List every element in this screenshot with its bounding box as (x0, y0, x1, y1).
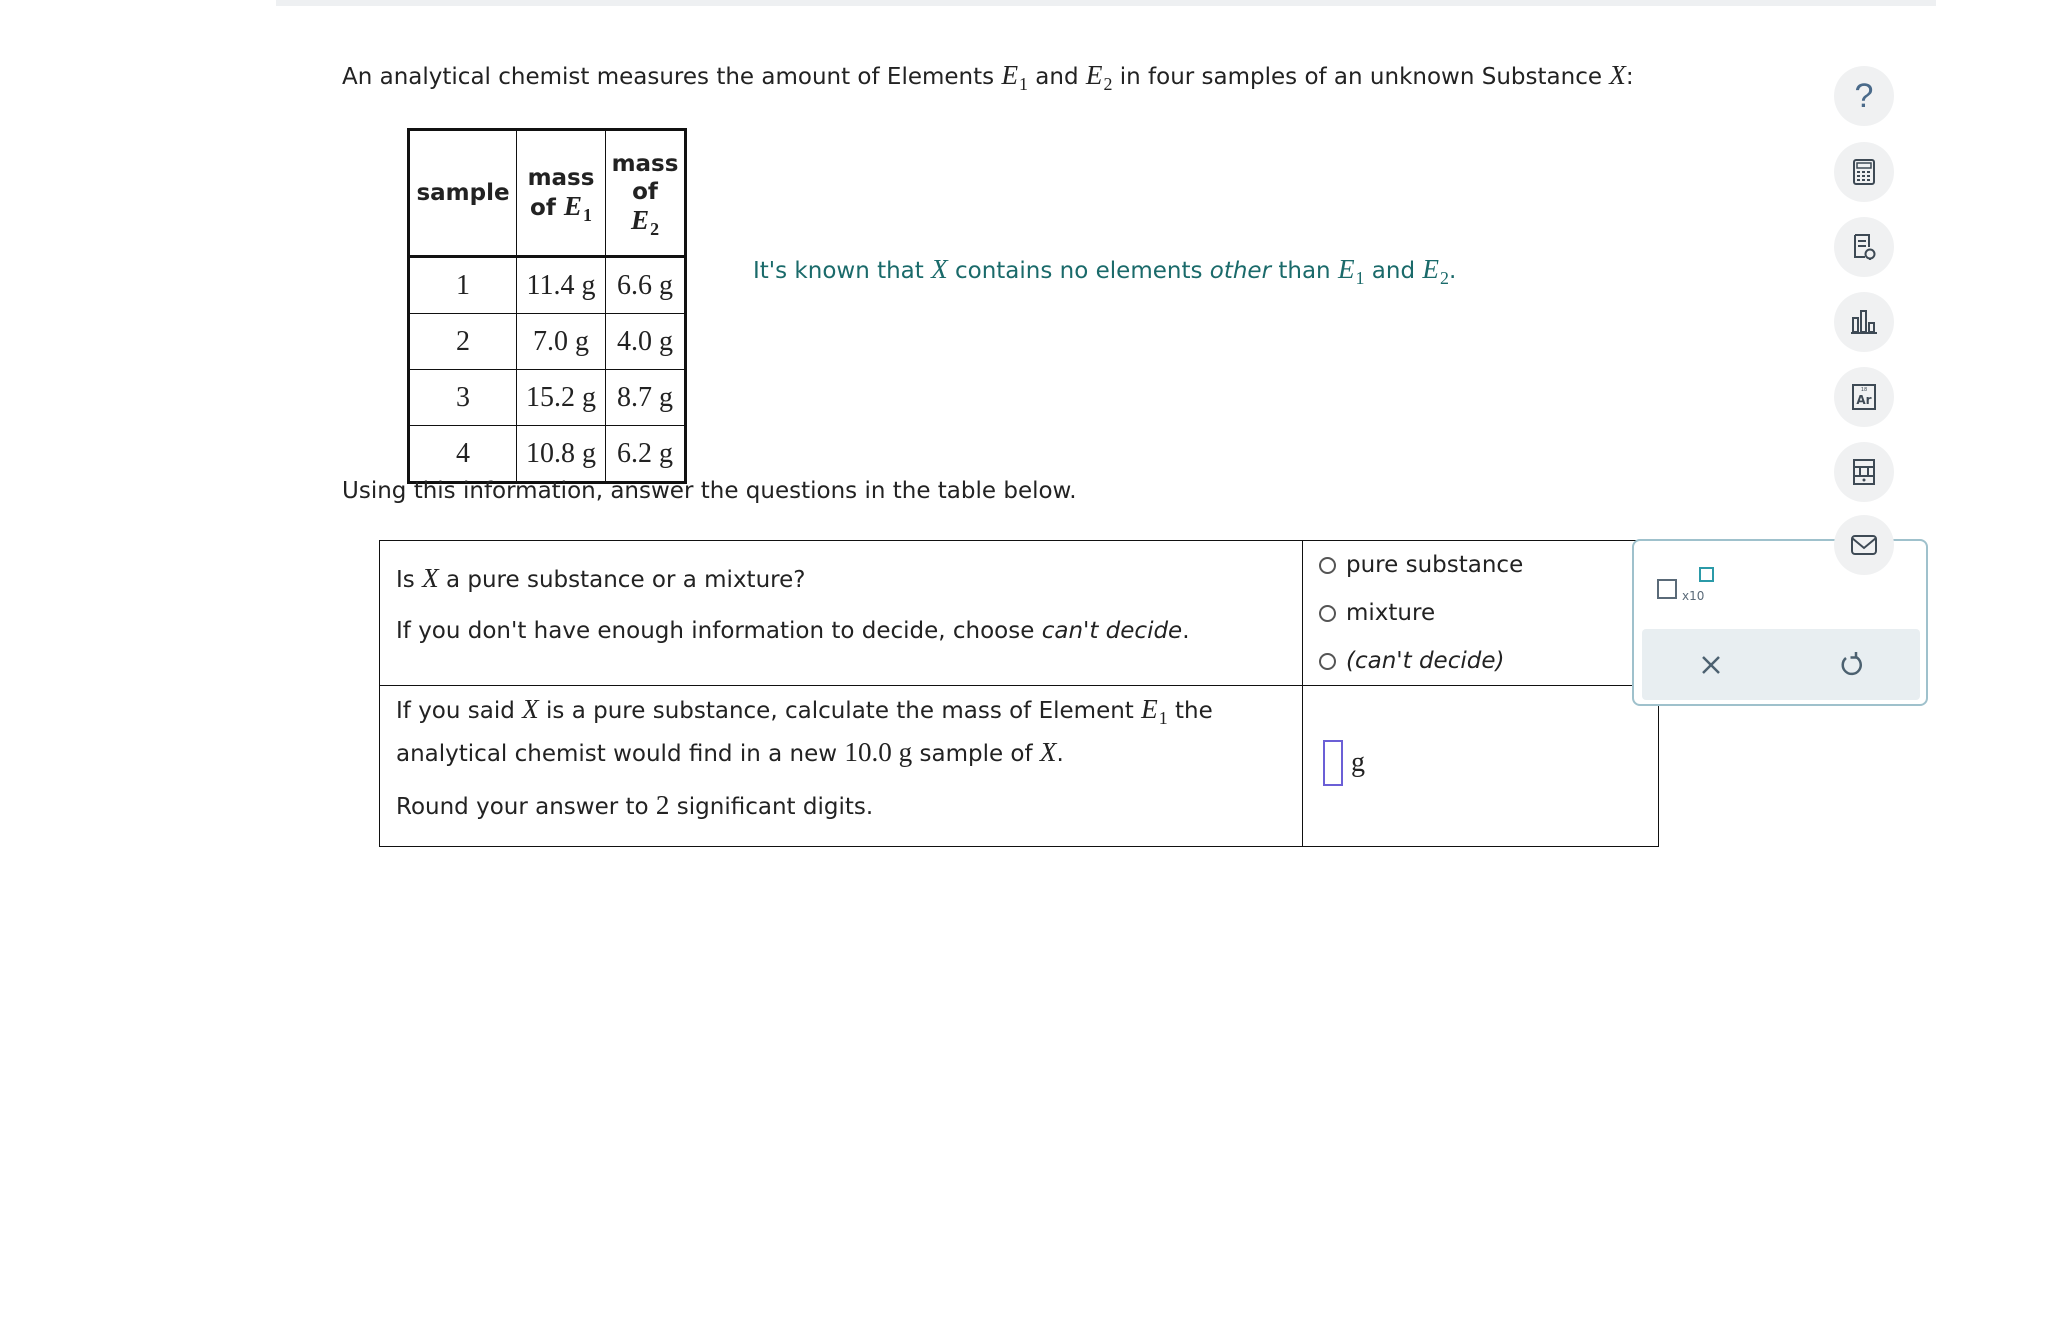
q-text: the (1167, 698, 1213, 724)
calculator-button[interactable] (1834, 142, 1894, 202)
var-x: X (422, 563, 439, 593)
cell-sample: 4 (409, 426, 517, 483)
q-text: a pure substance or a mixture? (438, 567, 806, 593)
q-text: If you don't have enough information to decide, choose (396, 618, 1042, 644)
header-mass-e2 (606, 130, 686, 257)
q-text: analytical chemist would find in a new (396, 741, 845, 767)
q-emphasis: can't decide (1041, 618, 1183, 644)
radio-icon[interactable] (1319, 605, 1336, 622)
question-row (380, 686, 1659, 847)
cell-mass-e2: 6.2 g (606, 426, 686, 483)
data-icon (1848, 456, 1880, 488)
var-x: X (1039, 737, 1057, 767)
known-and: and (1364, 258, 1423, 284)
option-label: (can't decide) (1346, 648, 1505, 674)
var-x: X (931, 254, 948, 284)
table-row (409, 426, 686, 483)
table-row (409, 257, 686, 314)
cell-mass-e2: 4.0 g (606, 314, 686, 370)
question-1 (380, 541, 1303, 686)
answer-1 (1303, 541, 1659, 686)
known-part: than (1271, 258, 1338, 284)
header-label: mass (527, 164, 595, 191)
q-text: . (1182, 618, 1190, 644)
known-note (753, 254, 1457, 289)
q-digits: 2 (655, 790, 670, 820)
radio-icon[interactable] (1319, 557, 1336, 574)
chart-icon (1848, 306, 1880, 338)
intro-text (342, 60, 1634, 95)
cell-mass-e1: 11.4 g (517, 257, 606, 314)
known-part: contains no elements (947, 258, 1210, 284)
clear-button[interactable] (1688, 642, 1734, 688)
chart-button[interactable] (1834, 292, 1894, 352)
periodic-table-icon (1848, 381, 1880, 413)
q-amount: 10.0 g (844, 737, 913, 767)
q-text: is a pure substance, calculate the mass of Element (538, 698, 1142, 724)
question-2-line2 (396, 737, 1286, 768)
q-text: . (1056, 741, 1064, 767)
var-e1: E (1141, 694, 1158, 724)
notes-button[interactable] (1834, 217, 1894, 277)
question-1-line2 (396, 618, 1286, 644)
sub-2: 2 (1439, 268, 1449, 289)
question-2-line3 (396, 790, 1286, 821)
cell-sample: 2 (409, 314, 517, 370)
svg-text:Ar: Ar (1856, 393, 1872, 407)
table-header-row (409, 130, 686, 257)
option-pure-substance[interactable] (1319, 541, 1642, 589)
notes-icon (1848, 231, 1880, 263)
radio-icon[interactable] (1319, 653, 1336, 670)
option-label: mixture (1346, 600, 1436, 626)
var-e2: E (630, 204, 650, 235)
cell-sample: 3 (409, 370, 517, 426)
help-button[interactable]: ? (1834, 66, 1894, 126)
var-e2: E (1085, 60, 1103, 90)
cell-mass-e2: 8.7 g (606, 370, 686, 426)
periodic-table-button[interactable] (1834, 367, 1894, 427)
header-sample (409, 130, 517, 257)
known-part: It's known that (753, 258, 932, 284)
x10-label: x10 (1682, 589, 1705, 603)
option-label: pure substance (1346, 552, 1524, 578)
sub-1: 1 (1019, 74, 1028, 95)
sub-1: 1 (582, 204, 592, 225)
header-label: mass (611, 150, 679, 177)
question-1-line1 (396, 563, 1286, 594)
undo-icon (1837, 651, 1865, 679)
answer-2 (1303, 686, 1659, 847)
mail-icon (1848, 529, 1880, 561)
var-e2: E (1422, 254, 1439, 284)
var-x: X (522, 694, 539, 724)
header-label: sample (416, 180, 510, 206)
sub-1: 1 (1158, 708, 1168, 729)
sample-data-table (407, 128, 687, 484)
cell-mass-e1: 15.2 g (517, 370, 606, 426)
intro-part: An analytical chemist measures the amount of Elements (342, 64, 1002, 90)
question-row (380, 541, 1659, 686)
mass-answer-input[interactable] (1323, 740, 1343, 786)
close-icon (1698, 652, 1724, 678)
calculator-icon (1848, 156, 1880, 188)
q-text: sample of (912, 741, 1040, 767)
cell-mass-e1: 10.8 g (517, 426, 606, 483)
instruction-text: Using this information, answer the questions in the table below. (342, 478, 1077, 504)
table-row (409, 370, 686, 426)
q-text: If you said (396, 698, 523, 724)
intro-and: and (1027, 64, 1086, 90)
cell-mass-e2: 6.6 g (606, 257, 686, 314)
var-x: X (1609, 60, 1626, 90)
data-button[interactable] (1834, 442, 1894, 502)
option-mixture[interactable] (1319, 589, 1642, 637)
known-emphasis: other (1209, 258, 1272, 284)
var-e1: E (563, 190, 582, 221)
var-e1: E (1001, 60, 1019, 90)
q-text: Round your answer to (396, 794, 656, 820)
cell-sample: 1 (409, 257, 517, 314)
q-text: significant digits. (669, 794, 874, 820)
header-label: of (632, 178, 658, 205)
option-cant-decide[interactable] (1319, 637, 1642, 685)
known-period: . (1448, 258, 1457, 284)
intro-part: in four samples of an unknown Substance (1112, 64, 1610, 90)
header-label: of (530, 194, 564, 221)
q-text: Is (396, 567, 423, 593)
header-mass-e1 (517, 130, 606, 257)
question-2-line1 (396, 694, 1286, 729)
sub-1: 1 (1355, 268, 1365, 289)
sub-2: 2 (1103, 74, 1113, 95)
top-bar (276, 0, 1936, 6)
mail-button[interactable] (1834, 515, 1894, 575)
sub-2: 2 (650, 218, 660, 239)
intro-colon: : (1625, 64, 1634, 90)
question-table (379, 540, 1659, 847)
palette-actions (1642, 629, 1920, 700)
svg-text:18: 18 (1860, 387, 1868, 393)
table-row (409, 314, 686, 370)
unit-label: g (1351, 747, 1365, 778)
cell-mass-e1: 7.0 g (517, 314, 606, 370)
undo-button[interactable] (1828, 642, 1874, 688)
var-e1: E (1337, 254, 1355, 284)
question-2 (380, 686, 1303, 847)
